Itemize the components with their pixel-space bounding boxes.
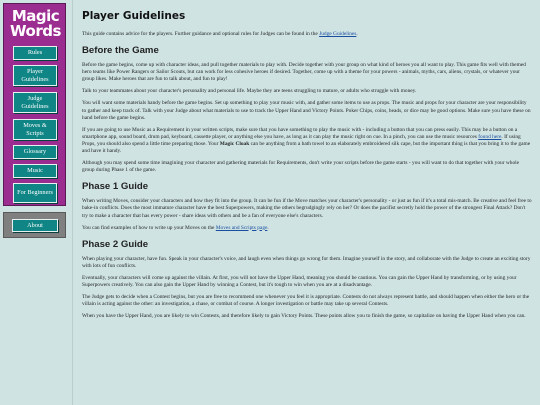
intro-paragraph — [82, 31, 532, 38]
section-heading-phase1: Phase 1 Guide — [82, 181, 149, 193]
paragraph: You will want some materials handy before the game begins. Set up something to play your music with, and gather some items to use as props. The music and props for your character are your responsibility to gather and keep track of. Talk with your Judge about what materials to use to track the Upper Hand and Victory Points. Poker Chips, coins, beads, or dice may be good options. Make sure you have these on hand before the game begins. — [82, 100, 531, 121]
logo-line-1: Magic — [11, 7, 60, 25]
paragraph-text: If you are going to use Music as a Requirement in your written scripts, make sure that you have something to play the music with - including a button that you can press easily. This may be a button on a smartphone app, sound board, drum pad, keyboard, cassette player, or anything else you have, as long as it can play the music right on cue. In a pinch, you can use the music resources — [82, 126, 518, 140]
paragraph: When playing your character, have fun. Speak in your character's voice, and laugh even when things go wrong for them. Imagine yourself in the story, and collaborate with the Judge to create an exciting story with lots of fun conflicts. — [82, 255, 531, 269]
paragraph-text: You can find examples of how to write up your Moves on the — [82, 224, 216, 231]
intro-text: This guide contains advice for the players. Further guidance and optional rules for Judges can be found in the — [82, 31, 320, 37]
paragraph: Before the game begins, come up with character ideas, and pull together materials to play with. Decide together with your group on what kind of heroes you all want to play. This game fits well with themed hero teams like Power Rangers or Sailor Scouts, but can work for less cohesive heroes if desired. Together, come up with a theme for your powers - animals, myths, cars, aliens, crystals, or whatever your group likes. Make heroes that are fun to talk about, and fun to play! — [82, 62, 526, 83]
paragraph: When you have the Upper Hand, you are likely to win Contests, and therefore likely to gain Victory Points. These points allow you to finish the game, so capitalize on having the Upper Hand when you can. — [82, 313, 526, 320]
nav-music-button[interactable]: Music — [13, 164, 57, 178]
nav-rules-button[interactable]: Rules — [13, 46, 57, 60]
site-logo[interactable] — [4, 9, 67, 39]
nav-for-beginners-button[interactable]: For Beginners — [13, 183, 57, 203]
nav-about-button[interactable]: About — [12, 219, 58, 232]
nav-judge-guidelines-button[interactable]: Judge Guidelines — [13, 92, 57, 113]
judge-guidelines-link[interactable]: Judge Guidelines — [319, 31, 357, 37]
page-title: Player Guidelines — [82, 10, 186, 22]
nav-panel — [3, 3, 66, 206]
paragraph: Eventually, your characters will come up against the villain. At first, you will not have the Upper Hand, meaning you should be cautious. You can gain the Upper Hand by transforming, or by using your Superpowers creatively. You can also gain the Upper Hand by winning a Contest, but it's tough to win when you are at a disadvantage. — [82, 274, 517, 288]
about-panel — [3, 212, 66, 238]
paragraph: When writing Moves, consider your characters and how they fit into the group. It can be fun if the Move matches your character's personality - or just as fun if it's a total mis-match. Be creative and feel free to bake-in conflicts. Does the most immature character have the best Superpowers, making the others begrudgingly rely on her? Or does the pacifist secretly hold the power of the strongest Final Attack? Don't try to make a character that has every power - share ideas with others and be a fan of everyone else's characters. — [82, 198, 532, 219]
moves-scripts-link[interactable]: Moves and Scripts page — [215, 224, 268, 231]
paragraph: The Judge gets to decide when a Contest begins, but you are free to recommend one whenever you feel it is appropriate. Contests do not always represent battle, and should happen when either the hero or the villain is acting against the other: an investigation, a chase, or combat of course. A longer investigation or battle may take up several Contests. — [82, 294, 530, 308]
section-heading-before-game: Before the Game — [82, 45, 159, 57]
section-heading-phase2: Phase 2 Guide — [82, 238, 149, 250]
intro-text-end: . — [356, 31, 358, 37]
sidebar — [0, 0, 68, 405]
nav-player-guidelines-button[interactable]: Player Guidelines — [13, 65, 57, 86]
paragraph-text: can be anything from a bath towel to an elaborately embroidered silk cape, but the important thing is that you bring it to the game and have it handy. — [82, 140, 531, 155]
main-content — [72, 0, 540, 405]
logo-line-2: Words — [10, 22, 61, 40]
paragraph — [82, 225, 532, 232]
nav-glossary-button[interactable]: Glossary — [13, 145, 57, 159]
paragraph-text: . If using Props, you should also spend a little time preparing those. Your — [82, 133, 521, 147]
paragraph: Although you may spend some time imagining your character and gathering materials for Requirements, don't write your scripts before the game starts - you will want to do that together with your whole group during Phase 1 of the game. — [82, 160, 520, 174]
paragraph-text: . — [267, 224, 269, 231]
magic-cloak-term: Magic Cloak — [219, 140, 250, 147]
music-resources-link[interactable]: found here — [478, 133, 502, 140]
nav-moves-scripts-button[interactable]: Moves & Scripts — [13, 119, 57, 140]
paragraph: Talk to your teammates about your character's personality and personal life. Maybe they are teens struggling to mature, or adults who struggle with money. — [82, 88, 417, 95]
paragraph — [82, 127, 532, 155]
